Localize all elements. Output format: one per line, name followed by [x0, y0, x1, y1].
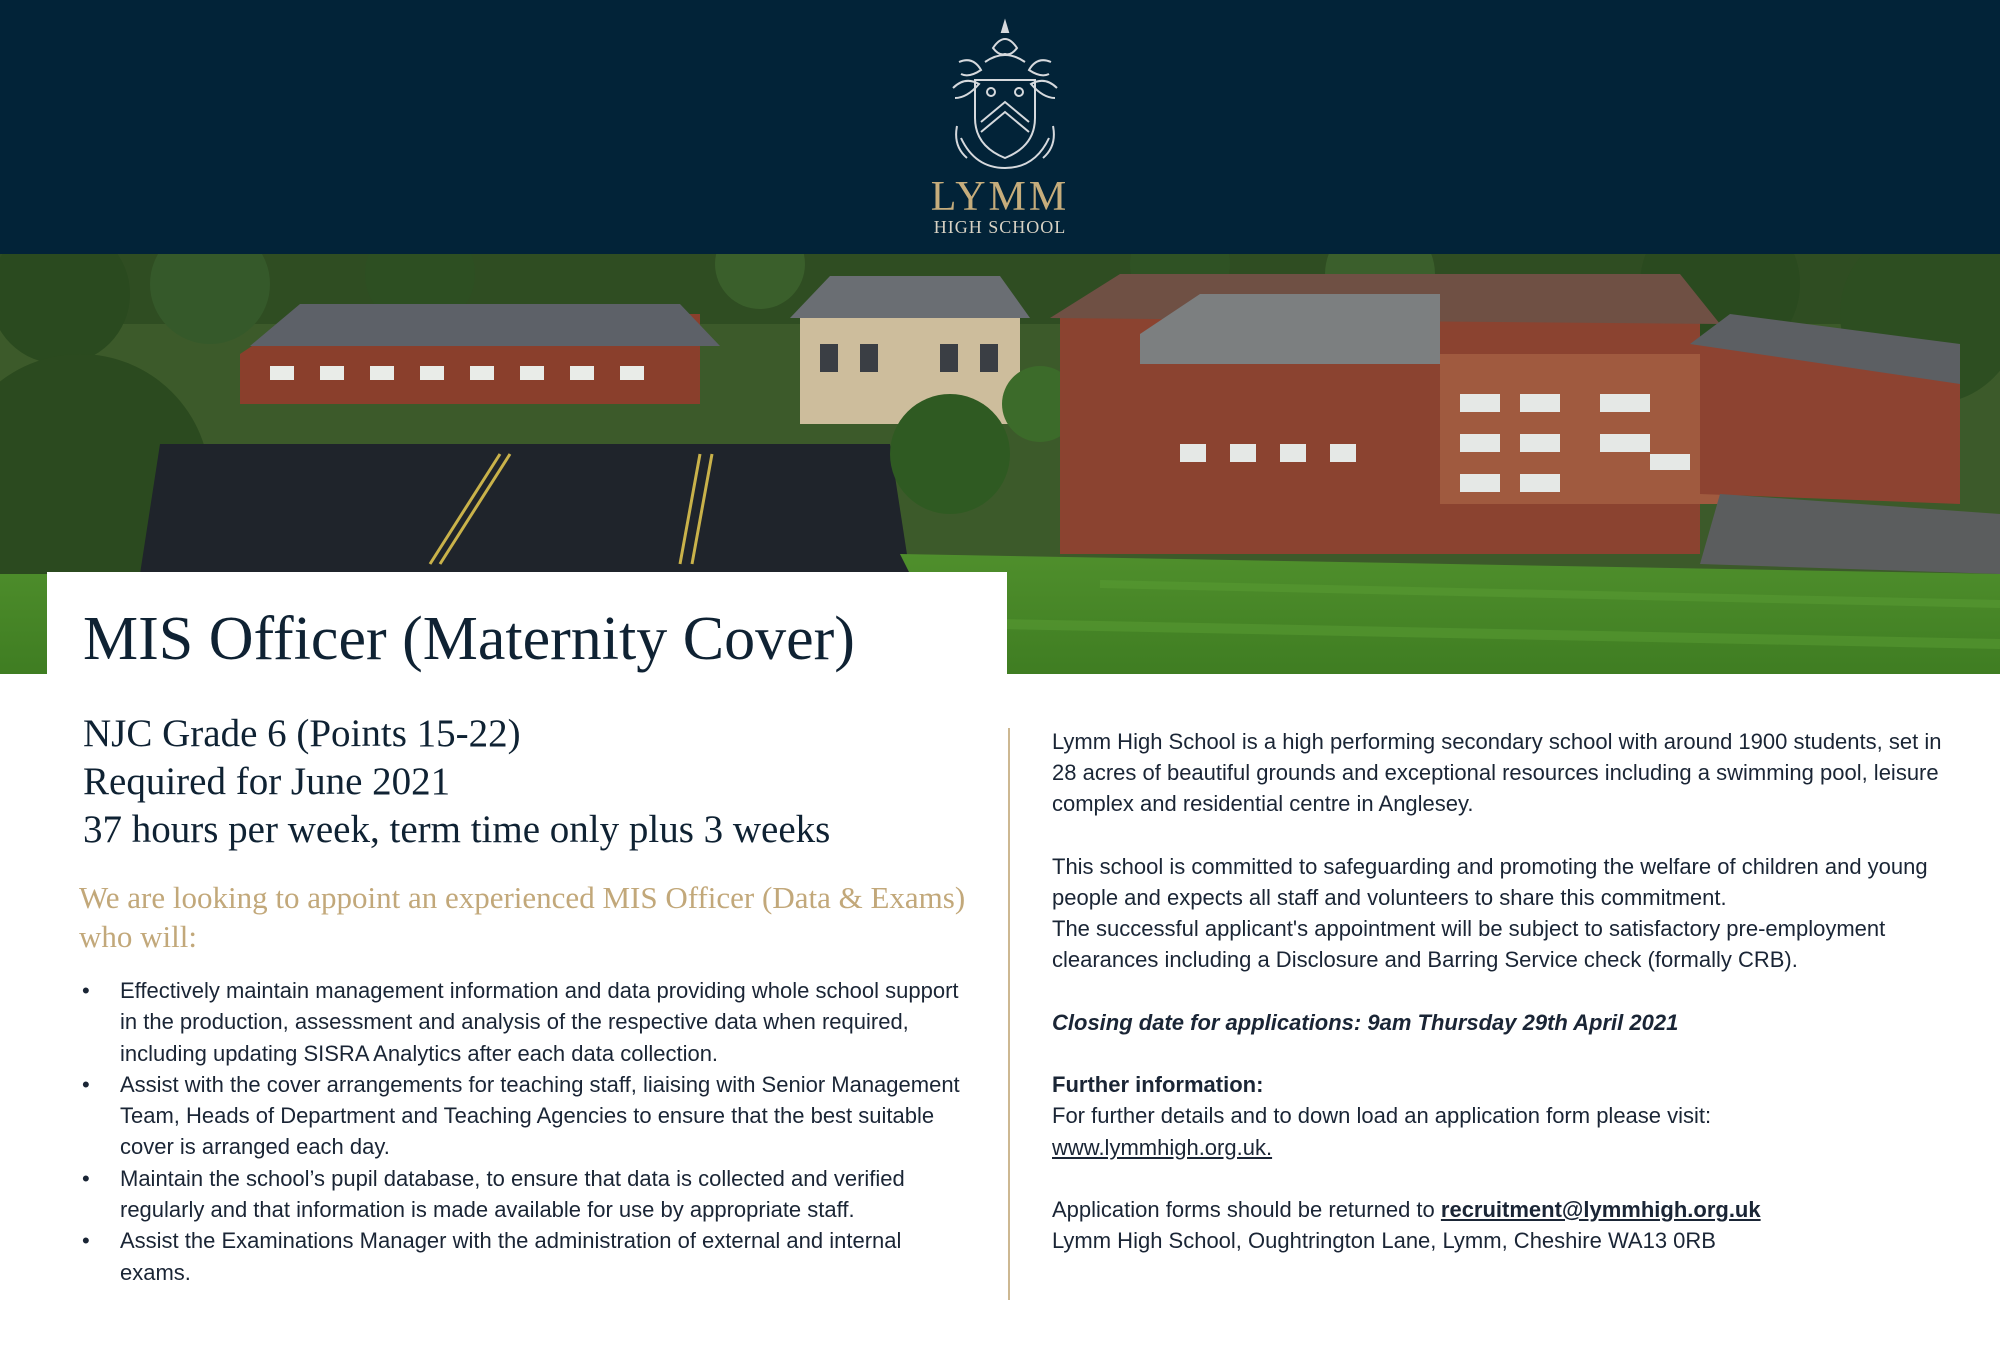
job-grade: NJC Grade 6 (Points 15-22)	[83, 712, 521, 755]
column-divider	[1008, 728, 1010, 1300]
clearance-statement: The successful applicant's appointment will be subject to satisfactory pre-employment clearances including a Disclosure and Barring Service check (formally CRB).	[1052, 916, 1886, 973]
further-info-heading: Further information:	[1052, 1072, 1264, 1098]
return-text: Application forms should be returned to	[1052, 1196, 1441, 1222]
about-column	[1052, 726, 1952, 1256]
job-hours: 37 hours per week, term time only plus 3 weeks	[83, 808, 831, 851]
return-instructions	[1052, 1194, 1952, 1225]
job-title: MIS Officer (Maternity Cover)	[83, 605, 855, 673]
brand-subtitle: HIGH SCHOOL	[933, 217, 1067, 237]
email-link[interactable]: recruitment@lymmhigh.org.uk	[1440, 1196, 1761, 1222]
brand-name: LYMM	[930, 174, 1070, 220]
header-band	[0, 0, 2000, 254]
job-summary	[83, 710, 830, 854]
school-address: Lymm High School, Oughtrington Lane, Lymm, Cheshire WA13 0RB	[1052, 1228, 1716, 1254]
safeguarding-statement: This school is committed to safeguarding and promoting the welfare of children and young people and expects all staff and volunteers to share this commitment.	[1052, 853, 1928, 910]
closing-date: Closing date for applications: 9am Thursday 29th April 2021	[1052, 1009, 1679, 1035]
title-panel	[47, 572, 1007, 674]
list-item: • Assist the Examinations Manager with the administration of external and internal exams.	[82, 1225, 962, 1288]
list-item: • Maintain the school’s pupil database, to ensure that data is collected and verified regularly and that information is made available for use by appropriate staff.	[82, 1163, 962, 1226]
website-link[interactable]: www.lymmhigh.org.uk.	[1052, 1134, 1273, 1160]
further-info-text: For further details and to down load an application form please visit:	[1052, 1103, 1712, 1129]
list-item: • Assist with the cover arrangements for teaching staff, liaising with Senior Management Team, Heads of Department and Teaching Agencies to ensure that the best suitable cover is arranged each day.	[82, 1069, 962, 1163]
list-item: • Effectively maintain management information and data providing whole school support in the production, assessment and analysis of the respective data when required, including updating SISRA Analytics after each data collection.	[82, 975, 962, 1069]
duties-list	[82, 975, 962, 1288]
intro-text: We are looking to appoint an experienced MIS Officer (Data & Exams) who will:	[79, 880, 966, 954]
school-crest-icon	[945, 18, 1065, 176]
job-start: Required for June 2021	[83, 760, 451, 803]
school-description: Lymm High School is a high performing secondary school with around 1900 students, set in 28 acres of beautiful grounds and exceptional resources including a swimming pool, leisure complex and residential centre in Anglesey.	[1052, 729, 1942, 817]
